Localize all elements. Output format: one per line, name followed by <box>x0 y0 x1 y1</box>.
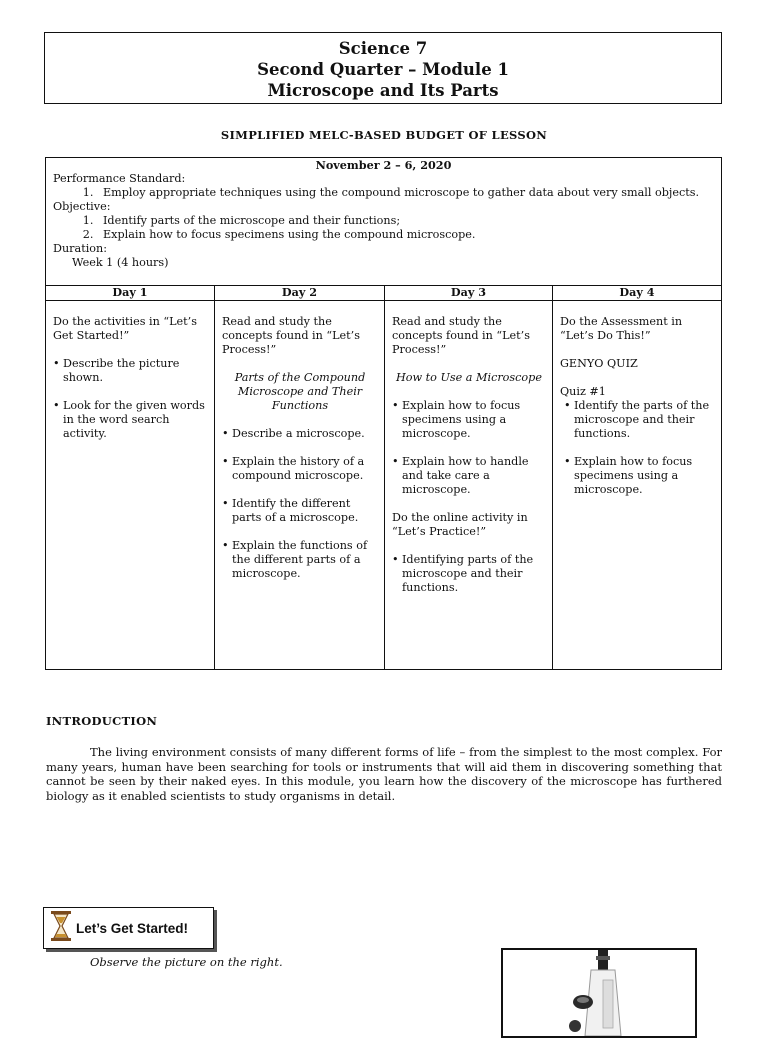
days-row <box>46 286 721 669</box>
day-3-column <box>385 286 553 669</box>
day-intro: Read and study the concepts found in “Let’s Process!” <box>222 315 360 356</box>
performance-item: 1. Employ appropriate techniques using the compound microscope to gather data about very small objects. <box>97 186 714 200</box>
lets-get-started-label: Let’s Get Started! <box>76 920 189 936</box>
duration-label: Duration: <box>53 242 107 255</box>
introduction-paragraph: The living environment consists of many different forms of life – from the simplest to the most complex. For many years, human have been searching for tools or instruments that will aid them in discovering something that cannot be seen by their naked eyes. In this module, you learn how the discovery of the microscope has furthered biology as it enabled scientists to study organisms in detail. <box>46 745 722 803</box>
day-bullet: • Look for the given words in the word search activity. <box>53 399 208 441</box>
day-bullet: • Describe a microscope. <box>222 427 378 441</box>
day-bullet: • Explain how to handle and take care a microscope. <box>392 455 546 497</box>
objective-list <box>53 214 714 242</box>
day-bullets-2 <box>392 553 546 595</box>
day-4-column <box>553 286 721 669</box>
objective-item: 2. Explain how to focus specimens using the compound microscope. <box>97 228 714 242</box>
performance-list <box>53 186 714 200</box>
module-title: Microscope and Its Parts <box>267 81 499 100</box>
day-bullets <box>53 357 208 441</box>
day-bullet: • Identify the parts of the microscope and their functions. <box>564 399 715 441</box>
day-bullet: • Explain how to focus specimens using a microscope. <box>564 455 715 497</box>
microscope-figure <box>501 948 697 1038</box>
lesson-topic: Parts of the Compound Microscope and Their Functions <box>234 371 366 412</box>
day-2-column <box>215 286 385 669</box>
introduction-heading: INTRODUCTION <box>46 714 158 728</box>
day-header: Day 4 <box>553 286 721 301</box>
observe-instruction: Observe the picture on the right. <box>90 955 283 969</box>
day-bullet: • Explain the history of a compound microscope. <box>222 455 378 483</box>
day-bullet: • Explain how to focus specimens using a microscope. <box>392 399 546 441</box>
day-bullets <box>560 399 715 497</box>
budget-table <box>45 157 722 670</box>
duration-value: Week 1 (4 hours) <box>72 256 169 269</box>
lesson-topic: How to Use a Microscope <box>396 371 542 384</box>
subject-title: Science 7 <box>338 39 428 58</box>
objective-label: Objective: <box>53 200 111 213</box>
day-bullets <box>392 399 546 497</box>
day-intro: Do the activities in “Let’s Get Started!” <box>53 315 197 342</box>
budget-overview <box>46 158 721 286</box>
day-intro: Do the Assessment in “Let’s Do This!” <box>560 315 683 342</box>
quiz-number: Quiz #1 <box>560 385 606 398</box>
day-header: Day 2 <box>215 286 384 301</box>
day-bullets <box>222 427 378 581</box>
day-bullet: • Identifying parts of the microscope and their functions. <box>392 553 546 595</box>
day-header: Day 3 <box>385 286 552 301</box>
day-intro: Read and study the concepts found in “Let’s Process!” <box>392 315 530 356</box>
budget-heading: SIMPLIFIED MELC-BASED BUDGET OF LESSON <box>220 128 548 142</box>
hourglass-icon <box>50 910 72 946</box>
day-bullet: • Describe the picture shown. <box>53 357 208 385</box>
day-intro-2: Do the online activity in “Let’s Practice!” <box>392 511 528 538</box>
day-bullet: • Explain the functions of the different parts of a microscope. <box>222 539 378 581</box>
date-range: November 2 – 6, 2020 <box>315 158 452 172</box>
quarter-module: Second Quarter – Module 1 <box>257 60 509 79</box>
title-box <box>44 32 722 104</box>
lets-get-started-badge <box>43 907 214 949</box>
microscope-icon <box>503 950 695 1036</box>
objective-item: 1. Identify parts of the microscope and their functions; <box>97 214 714 228</box>
day-header: Day 1 <box>46 286 214 301</box>
day-bullet: • Identify the different parts of a microscope. <box>222 497 378 525</box>
quiz-platform: GENYO QUIZ <box>560 357 638 370</box>
performance-standard-label: Performance Standard: <box>53 172 186 185</box>
day-1-column <box>46 286 215 669</box>
